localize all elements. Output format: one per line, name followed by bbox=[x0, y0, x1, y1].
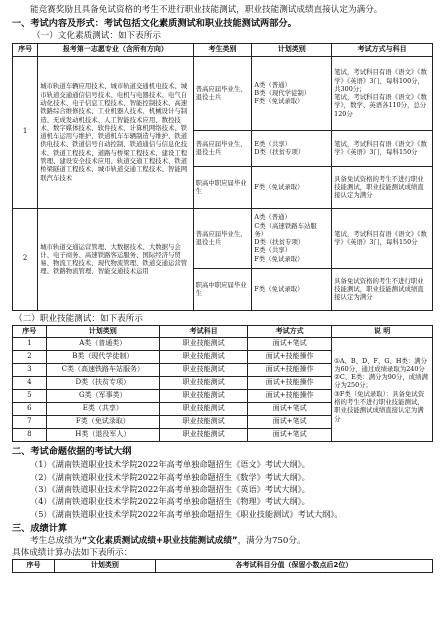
exam-method: 面试+笔试 bbox=[248, 429, 332, 442]
table-row bbox=[13, 56, 433, 130]
syllabus-item: （2）《湖南铁道职业技术学院2022年高考单独命题招生《数学》考试大纲》。 bbox=[30, 471, 310, 482]
row-number: 8 bbox=[13, 429, 47, 442]
formula-prefix: 考生总成绩为 bbox=[30, 536, 82, 547]
table-header-cell: 考试方式与科目 bbox=[332, 44, 433, 57]
plan-category: G类（军事类） bbox=[46, 390, 159, 403]
table-header-cell: 计划类别 bbox=[46, 325, 159, 338]
exam-subject: 职业技能测试 bbox=[159, 377, 247, 390]
plan-category: E类（共享） bbox=[46, 403, 159, 416]
exam-subject: 职业技能测试 bbox=[159, 390, 247, 403]
plan-category: B类（现代学徒制） bbox=[46, 351, 159, 364]
table-header-cell: 说 明 bbox=[332, 325, 433, 338]
exam-subject: 职业技能测试 bbox=[159, 364, 247, 377]
exam-method: 面试+笔试 bbox=[248, 403, 332, 416]
major-list: 城市轨道交通运营管理、大数据技术、大数据与会计、电子商务、高速铁路客运服务、国际经济与贸易、物流工程技术、现代物流管理、铁道交通运营管理、铁路物流管理、智能交通技术运用 bbox=[38, 208, 193, 310]
table-header-cell: 序号 bbox=[13, 44, 38, 57]
plan-category: A类（普通） B类（现代学徒制） F类（免试录取） bbox=[252, 56, 332, 130]
plan-category: F类（免试录取） bbox=[252, 268, 332, 310]
plan-category: H类（退役军人） bbox=[46, 429, 159, 442]
exam-method: 面试+技能操作 bbox=[248, 364, 332, 377]
table-header-cell: 计划类别 bbox=[252, 44, 332, 57]
exam-subject: 职业技能测试 bbox=[159, 429, 247, 442]
student-category: 普高应届毕业生、退役士兵 bbox=[193, 208, 252, 268]
score-calc-table bbox=[12, 559, 433, 573]
exam-subject: 职业技能测试 bbox=[159, 351, 247, 364]
row-number: 2 bbox=[13, 351, 47, 364]
table-row bbox=[13, 338, 433, 351]
student-category: 普高应届毕业生、退役士兵 bbox=[193, 130, 252, 166]
table-header-cell: 考试方式 bbox=[248, 325, 332, 338]
table-header-cell: 考试科目 bbox=[159, 325, 247, 338]
plan-category: C类（高速铁路车站服务） bbox=[46, 364, 159, 377]
skill-test-table bbox=[12, 325, 433, 443]
score-formula: “文化素质测试成绩+职业技能测试成绩” bbox=[81, 536, 238, 547]
major-list: 城市轨道车辆应用技术、城市轨道交通机电技术、城市轨道交通通信信号技术、电机与电器技术、电气自动化技术、电子信息工程技术、智能控制技术、高速铁路综合维修技术、工业机器人技术、机械设计与制造、无成发动机技术、人工智能技术应用、数控技术、数字媒体技术、软件技术、计算机网络技术、铁道机车运用与维护、铁道机车车辆制造与维护、铁道供电技术、铁道信号自动控制、铁道通信与信息化技术、铁道工程技术、道路与桥梁工程技术、建设工程管理、建设安全技术应用、轨道交通工程技术、铁道桥梁隧道工程技术、城市轨道交通工程技术、智能网联汽车技术 bbox=[38, 56, 193, 208]
exam-subject: 职业技能测试 bbox=[159, 416, 247, 429]
table-header-row bbox=[13, 325, 433, 338]
section3-title: 三、成绩计算 bbox=[12, 523, 68, 535]
syllabus-item: （3）《湖南铁道职业技术学院2022年高考单独命题招生《英语》考试大纲》。 bbox=[30, 484, 310, 494]
score-formula-paragraph bbox=[12, 535, 433, 547]
section2-title: 二、考试命题依据的考试大纲 bbox=[12, 446, 132, 458]
table-header-cell: 计划类别 bbox=[55, 560, 156, 573]
row-number: 1 bbox=[13, 338, 47, 351]
row-number: 7 bbox=[13, 416, 47, 429]
exam-method: 具备免试资格的考生不进行职业技能测试，职业技能测试成绩直接认定为满分 bbox=[332, 268, 433, 310]
section1-subtitle: （一）文化素质测试：如下表所示 bbox=[32, 31, 161, 41]
exam-method: 笔试，考试科目有语《语文》《数学》《英语》3门，每科100分，共300分； 笔试，考试科目有语《语文》《数学》，数学、英语各110分，总分120分 bbox=[332, 56, 433, 130]
plan-category: D类（扶贫专项） bbox=[46, 377, 159, 390]
table-header-cell: 各考试科目分值（保留小数点后2位） bbox=[155, 560, 432, 573]
student-category: 职高中职应届毕业生 bbox=[193, 268, 252, 310]
culture-test-table bbox=[12, 43, 433, 311]
table-row bbox=[13, 208, 433, 268]
table-header-cell: 报考第一志愿专业（含所有方向） bbox=[38, 44, 193, 57]
formula-suffix: ，满分为750分。 bbox=[237, 536, 306, 547]
table-header-row bbox=[13, 560, 433, 573]
section1-title: 一、考试内容及形式：考试包括文化素质测试和职业技能测试两部分。 bbox=[12, 18, 297, 29]
row-number: 2 bbox=[13, 208, 38, 310]
section2-subtitle: （二）职业技能测试：如下表所示 bbox=[14, 313, 143, 324]
row-number: 6 bbox=[13, 403, 47, 416]
exam-method: 具备免试资格的考生不进行职业技能测试，职业技能测试成绩直接认定为满分 bbox=[332, 166, 433, 208]
exam-method: 笔试，考试科目有语《语文》《数学》《英语》3门，每科150分 bbox=[332, 208, 433, 268]
table-header-cell: 考生类别 bbox=[193, 44, 252, 57]
syllabus-item: （1）《湖南铁道职业技术学院2022年高考单独命题招生《语文》考试大纲》。 bbox=[30, 459, 310, 470]
table-header-cell: 序号 bbox=[13, 325, 47, 338]
row-number: 4 bbox=[13, 377, 47, 390]
exam-subject: 职业技能测试 bbox=[159, 338, 247, 351]
syllabus-item: （4）《湖南铁道职业技术学院2022年高考单独命题招生《物理》考试大纲》。 bbox=[30, 496, 310, 507]
table-header-cell: 序号 bbox=[13, 560, 55, 573]
exam-method: 面试+技能操作 bbox=[248, 351, 332, 364]
plan-category: E类（共享） D类（扶贫专项） bbox=[252, 130, 332, 166]
row-number: 5 bbox=[13, 390, 47, 403]
exam-subject: 职业技能测试 bbox=[159, 403, 247, 416]
intro-paragraph: 能竞赛奖励且具备免试资格的考生不进行职业技能测试，职业技能测试成绩直接认定为满分。 bbox=[30, 5, 383, 15]
plan-category: A类（普通） C类（高速铁路车站服务） D类（扶贫专项） E类（共享） F类（免试录取） bbox=[252, 208, 332, 268]
exam-method: 笔试，考试科目有语《语文》《数学》《英语》3门，每科150分 bbox=[332, 130, 433, 166]
student-category: 职高中职应届毕业生 bbox=[193, 166, 252, 208]
exam-method: 面试+笔试 bbox=[248, 416, 332, 429]
plan-category: F类（免试录取） bbox=[46, 416, 159, 429]
skill-test-note: ①A、B、D、F、G、H类：满分为60分，通过成绩录取为240分 ②C、E类：满分为90分，成绩满分为250分； ③F类（免试录取）：具备免试资格的考生不进行职业技能测试，职业技能测试成绩直接认定为满分 bbox=[332, 338, 433, 442]
student-category: 普高应届毕业生、退役士兵 bbox=[193, 56, 252, 130]
syllabus-item: （5）《湖南铁道职业技术学院2022年高考单独命题招生《职业技能测试》考试大纲》。 bbox=[30, 508, 343, 519]
table-header-row bbox=[13, 44, 433, 57]
plan-category: F类（免试录取） bbox=[252, 166, 332, 208]
exam-method: 面试+技能操作 bbox=[248, 377, 332, 390]
score-table-caption: 具体成绩计算办法如下表所示： bbox=[12, 548, 133, 559]
exam-method: 面试+笔试 bbox=[248, 338, 332, 351]
row-number: 3 bbox=[13, 364, 47, 377]
plan-category: A类（普通类） bbox=[46, 338, 159, 351]
exam-method: 面试+技能操作 bbox=[248, 390, 332, 403]
row-number: 1 bbox=[13, 56, 38, 208]
